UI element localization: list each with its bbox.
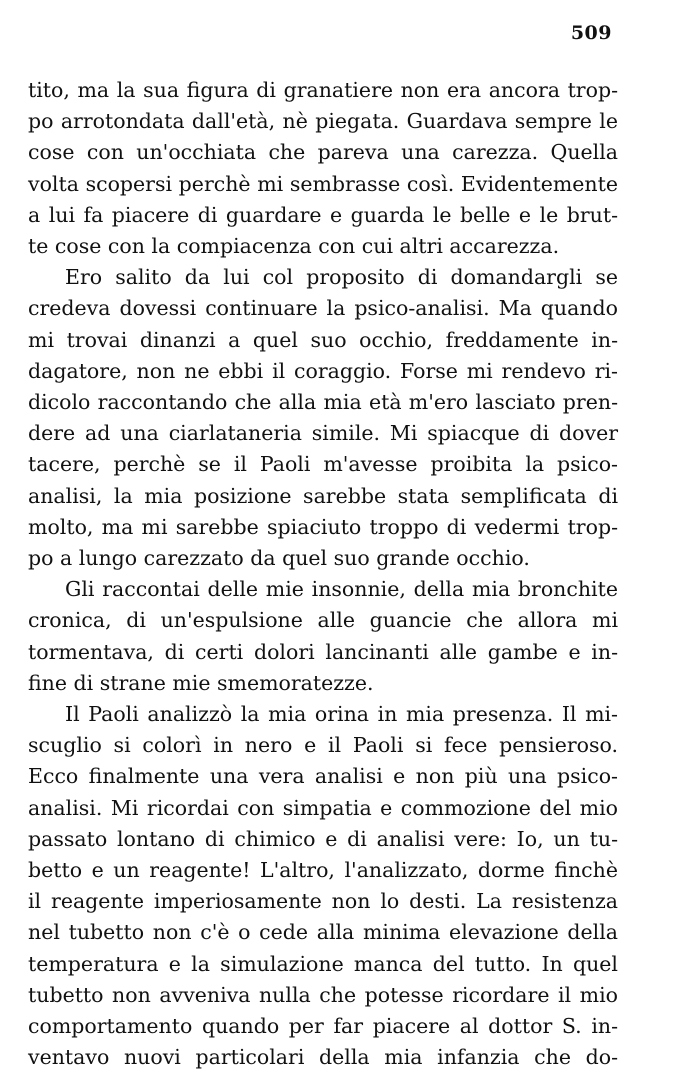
text-line: tormentava, di certi dolori lancinanti alle gambe e in- xyxy=(28,639,618,664)
text-line: Il Paoli analizzò la mia orina in mia presenza. Il mi- xyxy=(65,702,618,727)
text-line: a lui fa piacere di guardare e guarda le belle e le brut- xyxy=(28,202,618,227)
text-line: passato lontano di chimico e di analisi vere: Io, un tu- xyxy=(28,826,618,851)
text-line: Gli raccontai delle mie insonnie, della mia bronchite xyxy=(65,577,618,602)
text-line: ventavo nuovi particolari della mia infanzia che do- xyxy=(28,1045,618,1070)
text-line: tubetto non avveniva nulla che potesse ricordare il mio xyxy=(28,982,618,1007)
text-line: cronica, di un'espulsione alle guancie che allora mi xyxy=(28,608,618,633)
text-line: Ero salito da lui col proposito di domandargli se xyxy=(65,265,618,290)
text-line: il reagente imperiosamente non lo desti. La resistenza xyxy=(28,889,618,914)
text-line: dicolo raccontando che alla mia età m'ero lasciato pren- xyxy=(28,390,618,415)
text-line: dere ad una ciarlataneria simile. Mi spiacque di dover xyxy=(28,421,618,446)
paragraph-4 xyxy=(28,699,618,1073)
text-line: tito, ma la sua figura di granatiere non era ancora trop- xyxy=(28,78,618,102)
text-line: comportamento quando per far piacere al dottor S. in- xyxy=(28,1014,618,1039)
text-line: te cose con la compiacenza con cui altri accarezza. xyxy=(28,234,560,259)
text-line: fine di strane mie smemoratezze. xyxy=(28,670,374,695)
text-line: po arrotondata dall'età, nè piegata. Guardava sempre le xyxy=(28,109,618,134)
text-line: po a lungo carezzato da quel suo grande occhio. xyxy=(28,546,530,571)
paragraph-1 xyxy=(28,75,618,262)
text-line: volta scopersi perchè mi sembrasse così. Evidentemente xyxy=(28,171,618,196)
text-line: analisi. Mi ricordai con simpatia e commozione del mio xyxy=(28,795,618,820)
text-line: betto e un reagente! L'altro, l'analizzato, dorme finchè xyxy=(28,858,618,883)
text-line: tacere, perchè se il Paoli m'avesse proibita la psico- xyxy=(28,452,618,477)
text-line: Ecco finalmente una vera analisi e non più una psico- xyxy=(28,764,618,789)
paragraph-3 xyxy=(28,574,618,699)
text-line: temperatura e la simulazione manca del tutto. In quel xyxy=(28,951,618,976)
text-line: mi trovai dinanzi a quel suo occhio, freddamente in- xyxy=(28,327,618,352)
page-number: 509 xyxy=(570,22,612,44)
text-line: nel tubetto non c'è o cede alla minima elevazione della xyxy=(28,920,618,945)
text-line: credeva dovessi continuare la psico-analisi. Ma quando xyxy=(28,296,618,321)
paragraph-2 xyxy=(28,262,618,574)
text-line: dagatore, non ne ebbi il coraggio. Forse mi rendevo ri- xyxy=(28,358,618,383)
text-line: cose con un'occhiata che pareva una carezza. Quella xyxy=(28,140,618,165)
text-line: molto, ma mi sarebbe spiaciuto troppo di vedermi trop- xyxy=(28,514,618,539)
text-line: analisi, la mia posizione sarebbe stata semplificata di xyxy=(28,483,618,508)
body-text xyxy=(28,75,618,1074)
text-line: scuglio si colorì in nero e il Paoli si fece pensieroso. xyxy=(28,733,618,758)
